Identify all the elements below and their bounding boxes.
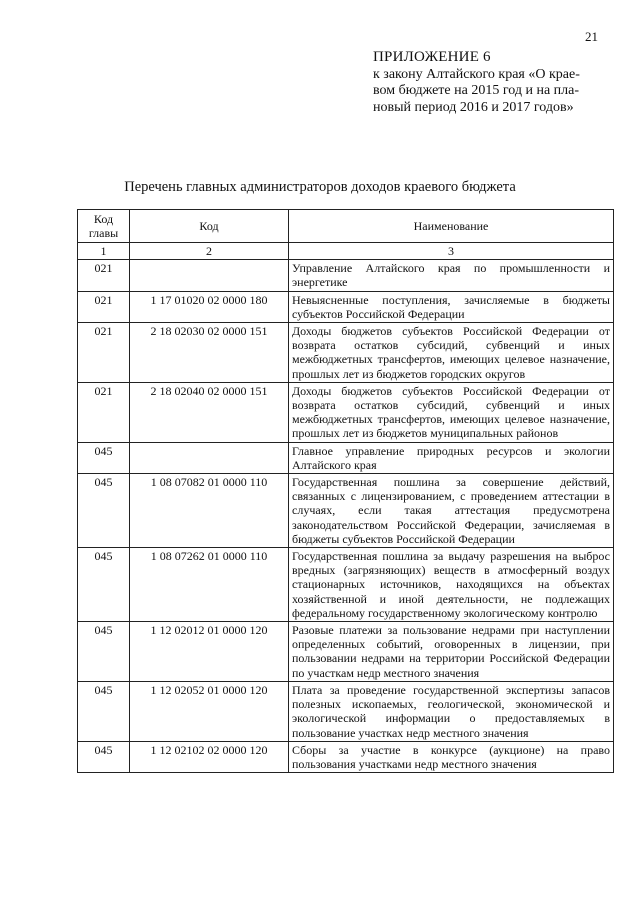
header-name: Наименование bbox=[289, 210, 614, 243]
cell-name: Государственная пошлина за выдачу разрешения на выброс вредных (загрязняющих) веществ в атмосферный воздух стационарных источников, находящихся на объектах хозяйственной и иной деятельности, не подлежащих федеральному государственному экологическому контролю bbox=[289, 548, 614, 622]
header-chapter-code: Код главы bbox=[78, 210, 130, 243]
column-number-row bbox=[78, 243, 614, 260]
document-title: Перечень главных администраторов доходов краевого бюджета bbox=[124, 179, 516, 195]
cell-name: Невыясненные поступления, зачисляемые в бюджеты субъектов Российской Федерации bbox=[289, 291, 614, 322]
cell-chapter-code: 021 bbox=[78, 382, 130, 442]
column-number: 2 bbox=[130, 243, 289, 260]
cell-revenue-code: 1 12 02052 01 0000 120 bbox=[130, 681, 289, 741]
cell-name: Доходы бюджетов субъектов Российской Федерации от возврата остатков субсидий, субвенций и иных межбюджетных трансфертов, имеющих целевое назначение, прошлых лет из бюджетов муниципальных районов bbox=[289, 382, 614, 442]
cell-revenue-code bbox=[130, 260, 289, 291]
page-number: 21 bbox=[585, 29, 598, 44]
header-code: Код bbox=[130, 210, 289, 243]
appendix-title: ПРИЛОЖЕНИЕ 6 bbox=[373, 49, 491, 65]
table-row bbox=[78, 382, 614, 442]
cell-name: Управление Алтайского края по промышленности и энергетике bbox=[289, 260, 614, 291]
cell-revenue-code: 1 08 07082 01 0000 110 bbox=[130, 474, 289, 548]
cell-revenue-code: 2 18 02040 02 0000 151 bbox=[130, 382, 289, 442]
table-row bbox=[78, 323, 614, 383]
cell-name: Главное управление природных ресурсов и экологии Алтайского края bbox=[289, 442, 614, 473]
cell-revenue-code: 2 18 02030 02 0000 151 bbox=[130, 323, 289, 383]
appendix-header bbox=[373, 49, 635, 116]
cell-revenue-code: 1 08 07262 01 0000 110 bbox=[130, 548, 289, 622]
table-row bbox=[78, 442, 614, 473]
cell-name: Разовые платежи за пользование недрами при наступлении определенных событий, оговоренных в лицензии, при пользовании недрами на территории Российской Федерации по участкам недр местного значения bbox=[289, 622, 614, 682]
cell-revenue-code: 1 17 01020 02 0000 180 bbox=[130, 291, 289, 322]
appendix-line: вом бюджете на 2015 год и на пла- bbox=[373, 83, 580, 98]
cell-chapter-code: 045 bbox=[78, 681, 130, 741]
cell-chapter-code: 021 bbox=[78, 260, 130, 291]
cell-chapter-code: 045 bbox=[78, 442, 130, 473]
cell-chapter-code: 045 bbox=[78, 548, 130, 622]
cell-name: Государственная пошлина за совершение действий, связанных с лицензированием, с проведением аттестации в случаях, если такая аттестация предусмотрена законодательством Российской Федерации, зачисляемая в бюджеты субъектов Российской Федерации bbox=[289, 474, 614, 548]
appendix-line: новый период 2016 и 2017 годов» bbox=[373, 99, 574, 115]
table-row bbox=[78, 548, 614, 622]
cell-chapter-code: 021 bbox=[78, 323, 130, 383]
cell-name: Плата за проведение государственной экспертизы запасов полезных ископаемых, геологической, экономической и экологической информации о предоставляемых в пользование участках недр местного значения bbox=[289, 681, 614, 741]
table-row bbox=[78, 260, 614, 291]
cell-revenue-code: 1 12 02102 02 0000 120 bbox=[130, 741, 289, 772]
table-row bbox=[78, 622, 614, 682]
cell-name: Доходы бюджетов субъектов Российской Федерации от возврата остатков субсидий, субвенций и иных межбюджетных трансфертов, имеющих целевое назначение, прошлых лет из бюджетов городских округов bbox=[289, 323, 614, 383]
cell-chapter-code: 021 bbox=[78, 291, 130, 322]
cell-revenue-code bbox=[130, 442, 289, 473]
cell-revenue-code: 1 12 02012 01 0000 120 bbox=[130, 622, 289, 682]
cell-chapter-code: 045 bbox=[78, 741, 130, 772]
revenue-administrators-table bbox=[77, 209, 614, 773]
cell-chapter-code: 045 bbox=[78, 474, 130, 548]
column-number: 1 bbox=[78, 243, 130, 260]
cell-chapter-code: 045 bbox=[78, 622, 130, 682]
table-row bbox=[78, 741, 614, 772]
appendix-line: к закону Алтайского края «О крае- bbox=[373, 66, 580, 82]
column-number: 3 bbox=[289, 243, 614, 260]
table-row bbox=[78, 474, 614, 548]
table-row bbox=[78, 681, 614, 741]
table-body bbox=[78, 260, 614, 773]
table-header-row bbox=[78, 210, 614, 243]
cell-name: Сборы за участие в конкурсе (аукционе) на право пользования участками недр местного значения bbox=[289, 741, 614, 772]
table-row bbox=[78, 291, 614, 322]
